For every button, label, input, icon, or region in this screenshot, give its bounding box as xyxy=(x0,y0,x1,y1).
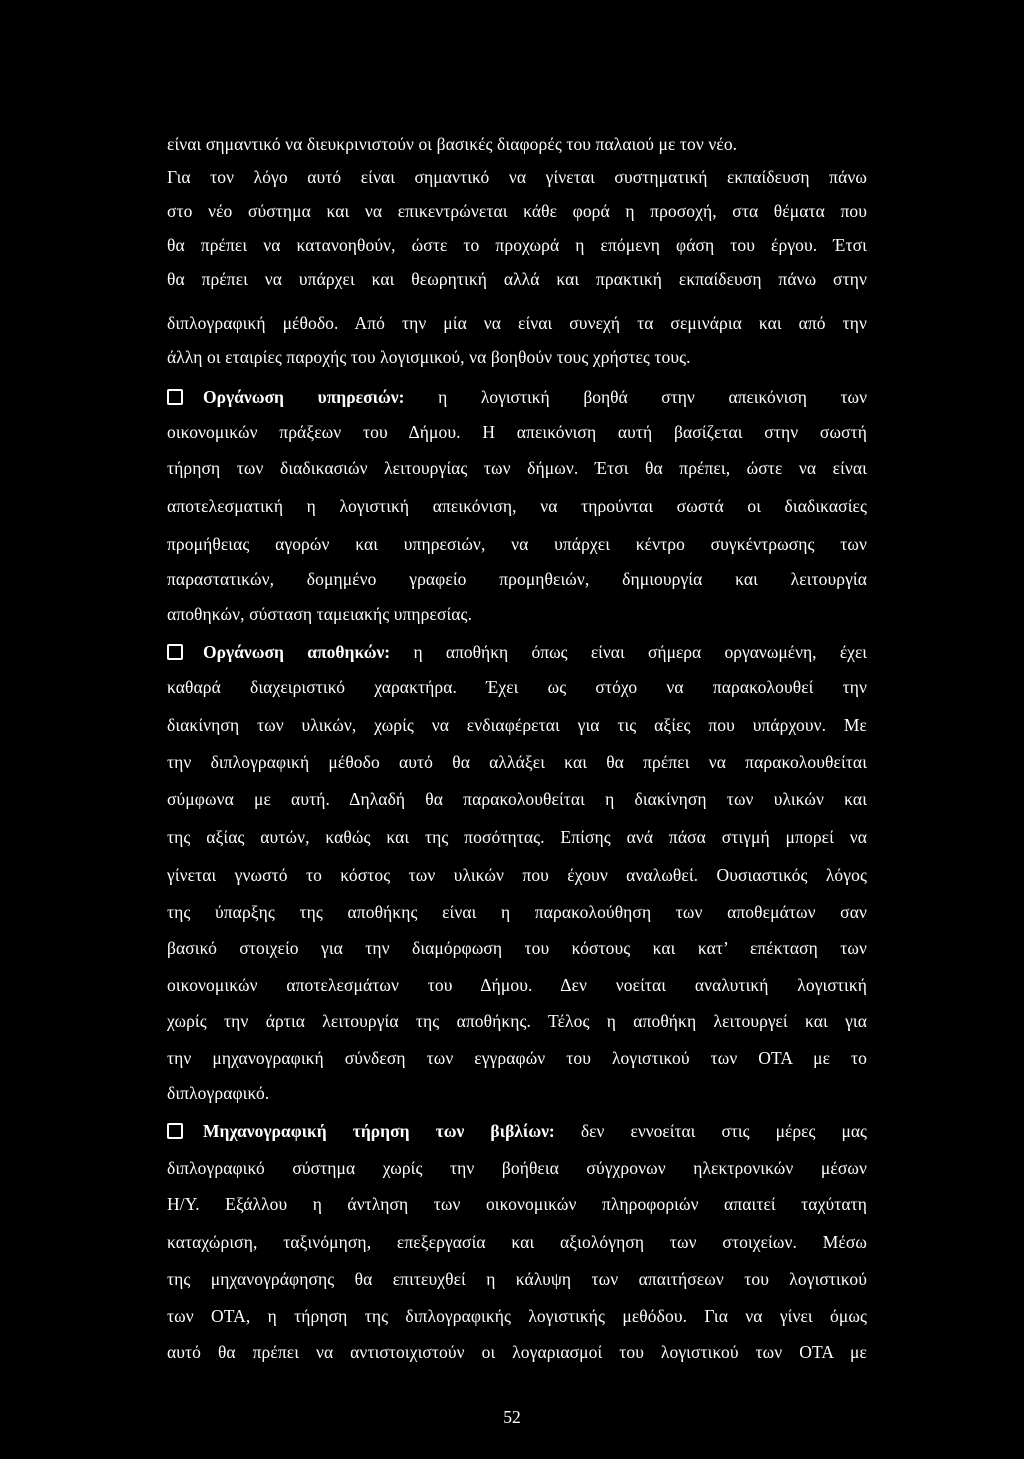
bullet-first-line-rest: η λογιστική βοηθά στην απεικόνιση των xyxy=(404,387,867,407)
text-line: στο νέο σύστημα και να επικεντρώνεται κάθε φορά η προσοχή, στα θέματα που xyxy=(167,201,867,221)
text-line: Για τον λόγο αυτό είναι σημαντικό να γίνεται συστηματική εκπαίδευση πάνω xyxy=(167,167,867,187)
text-line: της ύπαρξης της αποθήκης είναι η παρακολούθηση των αποθεμάτων σαν xyxy=(167,902,867,922)
text-line: βασικό στοιχείο για την διαμόρφωση του κόστους και κατ’ επέκταση των xyxy=(167,938,867,958)
bullet-item-warehouses xyxy=(167,641,867,663)
text-line: γίνεται γνωστό το κόστος των υλικών που έχουν αναλωθεί. Ουσιαστικός λόγος xyxy=(167,865,867,885)
text-line: οικονομικών πράξεων του Δήμου. Η απεικόνιση αυτή βασίζεται στην σωστή xyxy=(167,422,867,442)
text-line: αποτελεσματική η λογιστική απεικόνιση, να τηρούνται σωστά οι διαδικασίες xyxy=(167,496,867,516)
bullet-first-line xyxy=(203,641,867,663)
bullet-first-line-rest: δεν εννοείται στις μέρες μας xyxy=(554,1121,867,1141)
text-line: καταχώριση, ταξινόμηση, επεξεργασία και αξιολόγηση των στοιχείων. Μέσω xyxy=(167,1232,867,1252)
page-number: 52 xyxy=(503,1407,521,1427)
text-line: είναι σημαντικό να διευκρινιστούν οι βασικές διαφορές του παλαιού με τον νέο. xyxy=(167,134,738,154)
text-line: της αξίας αυτών, καθώς και της ποσότητας. Επίσης ανά πάσα στιγμή μπορεί να xyxy=(167,827,867,847)
text-line: την μηχανογραφική σύνδεση των εγγραφών του λογιστικού των ΟΤΑ με το xyxy=(167,1048,867,1068)
text-line: αποθηκών, σύσταση ταμειακής υπηρεσίας. xyxy=(167,604,473,624)
bullet-heading: Μηχανογραφική τήρηση των βιβλίων: xyxy=(203,1121,555,1141)
text-line: θα πρέπει να κατανοηθούν, ώστε το προχωρά η επόμενη φάση του έργου. Έτσι xyxy=(167,235,867,255)
text-line: οικονομικών αποτελεσμάτων του Δήμου. Δεν νοείται αναλυτική λογιστική xyxy=(167,975,867,995)
text-line: προμήθειας αγορών και υπηρεσιών, να υπάρχει κέντρο συγκέντρωσης των xyxy=(167,534,867,554)
bullet-heading: Οργάνωση αποθηκών: xyxy=(203,642,391,662)
bullet-heading: Οργάνωση υπηρεσιών: xyxy=(203,387,405,407)
bullet-first-line-rest: η αποθήκη όπως είναι σήμερα οργανωμένη, έχει xyxy=(390,642,867,662)
text-line: σύμφωνα με αυτή. Δηλαδή θα παρακολουθείται η διακίνηση των υλικών και xyxy=(167,789,867,809)
text-line: των ΟΤΑ, η τήρηση της διπλογραφικής λογιστικής μεθόδου. Για να γίνει όμως xyxy=(167,1306,867,1326)
bullet-item-services xyxy=(167,386,867,408)
text-line: διακίνηση των υλικών, χωρίς να ενδιαφέρεται για τις αξίες που υπάρχουν. Με xyxy=(167,715,867,735)
bullet-first-line xyxy=(203,386,867,408)
checkbox-bullet-icon xyxy=(167,389,183,405)
text-line: αυτό θα πρέπει να αντιστοιχιστούν οι λογαριασμοί του λογιστικού των ΟΤΑ με xyxy=(167,1342,867,1362)
text-line: θα πρέπει να υπάρχει και θεωρητική αλλά και πρακτική εκπαίδευση πάνω στην xyxy=(167,269,867,289)
text-line: καθαρά διαχειριστικό χαρακτήρα. Έχει ως στόχο να παρακολουθεί την xyxy=(167,677,867,697)
bullet-first-line xyxy=(203,1120,867,1142)
text-line: χωρίς την άρτια λειτουργία της αποθήκης. Τέλος η αποθήκη λειτουργεί και για xyxy=(167,1011,867,1031)
text-line: διπλογραφικό. xyxy=(167,1083,270,1103)
bullet-item-computerized-books xyxy=(167,1120,867,1142)
checkbox-bullet-icon xyxy=(167,644,183,660)
text-line: της μηχανογράφησης θα επιτευχθεί η κάλυψη των απαιτήσεων του λογιστικού xyxy=(167,1269,867,1289)
text-line: παραστατικών, δομημένο γραφείο προμηθειών, δημιουργία και λειτουργία xyxy=(167,569,867,589)
checkbox-bullet-icon xyxy=(167,1123,183,1139)
text-line: διπλογραφική μέθοδο. Από την μία να είναι συνεχή τα σεμινάρια και από την xyxy=(167,313,867,333)
text-line: διπλογραφικό σύστημα χωρίς την βοήθεια σύγχρονων ηλεκτρονικών μέσων xyxy=(167,1158,867,1178)
text-line: τήρηση των διαδικασιών λειτουργίας των δήμων. Έτσι θα πρέπει, ώστε να είναι xyxy=(167,458,867,478)
text-line: την διπλογραφική μέθοδο αυτό θα αλλάξει και θα πρέπει να παρακολουθείται xyxy=(167,752,867,772)
text-line: Η/Υ. Εξάλλου η άντληση των οικονομικών πληροφοριών απαιτεί ταχύτατη xyxy=(167,1194,867,1214)
text-line: άλλη οι εταιρίες παροχής του λογισμικού, να βοηθούν τους χρήστες τους. xyxy=(167,347,691,367)
